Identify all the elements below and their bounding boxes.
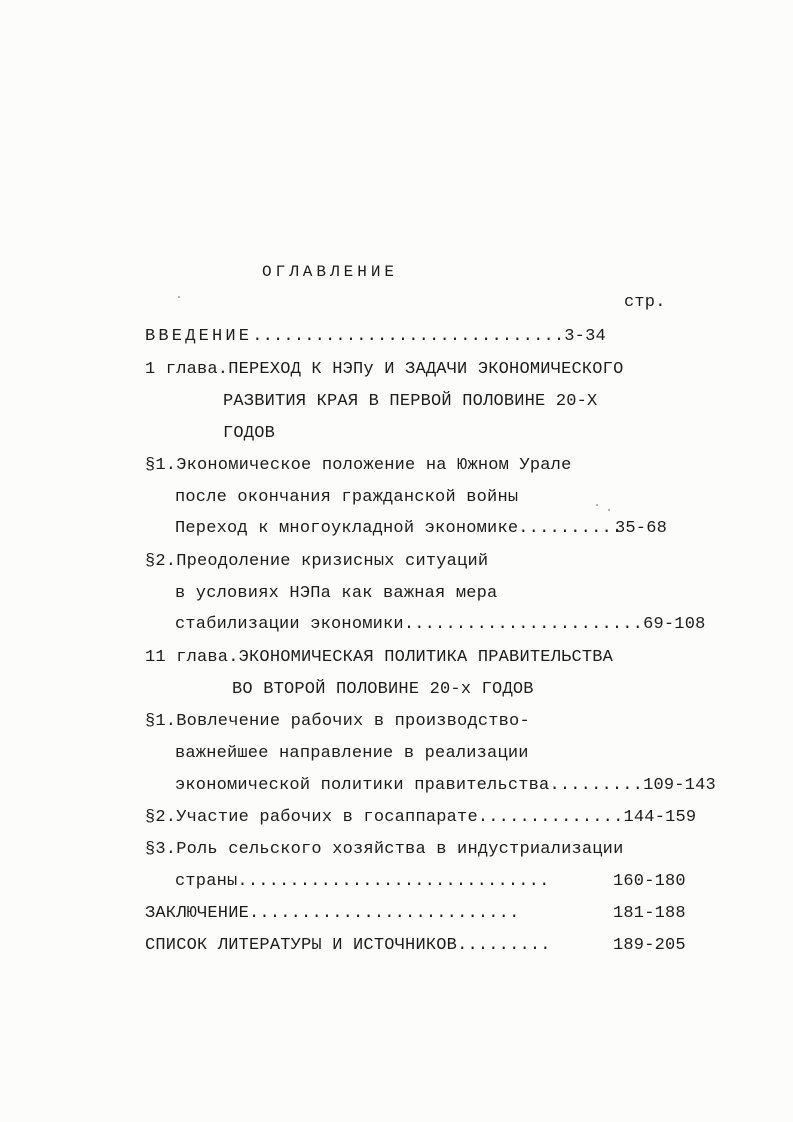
- toc-section-1-1-line-2: после окончания гражданской войны: [175, 488, 519, 507]
- entry-text: стабилизации экономики: [175, 615, 404, 634]
- entry-text: экономической политики правительства: [175, 776, 550, 795]
- toc-section-2-3-line-1: §3.Роль сельского хозяйства в индустриализации: [145, 840, 624, 859]
- toc-chapter-1-line-1: 1 глава.ПЕРЕХОД К НЭПу И ЗАДАЧИ ЭКОНОМИЧЕСКОГО: [145, 360, 624, 379]
- entry-text: §2.Участие рабочих в госаппарате: [145, 808, 478, 827]
- toc-section-1-1-line-3: [175, 519, 668, 539]
- toc-title: ОГЛАВЛЕНИЕ: [262, 263, 399, 281]
- entry-text: страны: [175, 872, 238, 891]
- entry-pages: 160-180: [613, 872, 686, 891]
- entry-leader: ..............................: [237, 872, 550, 891]
- entry-leader: .........: [457, 936, 551, 955]
- entry-pages: 109-143: [643, 776, 716, 795]
- toc-section-2-1-line-1: §1.Вовлечение рабочих в производство-: [145, 712, 530, 731]
- entry-text: Переход к многоукладной экономике: [175, 519, 519, 538]
- entry-text: СПИСОК ЛИТЕРАТУРЫ И ИСТОЧНИКОВ: [145, 936, 458, 955]
- entry-text: ЗАКЛЮЧЕНИЕ: [145, 904, 250, 923]
- entry-pages: 189-205: [613, 936, 686, 955]
- entry-leader: .......................: [403, 615, 644, 634]
- toc-section-2-1-line-3: [175, 776, 716, 796]
- entry-leader: ..............: [477, 808, 624, 827]
- entry-pages: 144-159: [623, 808, 697, 827]
- toc-chapter-1-line-2: РАЗВИТИЯ КРАЯ В ПЕРВОЙ ПОЛОВИНЕ 20-Х: [223, 392, 598, 411]
- toc-chapter-1-line-3: ГОДОВ: [223, 424, 276, 443]
- toc-chapter-2-line-2: ВО ВТОРОЙ ПОЛОВИНЕ 20-х ГОДОВ: [232, 680, 534, 699]
- entry-leader: ..........................: [249, 904, 520, 923]
- entry-pages: 3-34: [564, 327, 606, 346]
- entry-leader: ..........: [518, 519, 623, 538]
- scan-speck: [608, 509, 610, 511]
- toc-section-1-2-line-1: §2.Преодоление кризисных ситуаций: [145, 552, 489, 571]
- page-column-label: стр.: [624, 293, 666, 312]
- toc-chapter-2-line-1: 11 глава.ЭКОНОМИЧЕСКАЯ ПОЛИТИКА ПРАВИТЕЛЬСТВА: [145, 648, 614, 667]
- entry-pages: 181-188: [613, 904, 686, 923]
- toc-bibliography: [145, 936, 686, 956]
- entry-pages: 35-68: [615, 519, 668, 538]
- toc-entry-introduction: [145, 327, 606, 347]
- entry-leader: ..............................: [252, 327, 565, 346]
- entry-pages: 69-108: [643, 615, 706, 634]
- scan-speck: [596, 504, 598, 506]
- entry-text: ВВЕДЕНИЕ: [145, 327, 253, 346]
- toc-section-1-1-line-1: §1.Экономическое положение на Южном Урале: [145, 456, 572, 475]
- toc-section-2-1-line-2: важнейшее направление в реализации: [175, 744, 529, 763]
- toc-section-2-3-line-2: [175, 872, 686, 892]
- toc-conclusion: [145, 904, 686, 924]
- toc-section-2-2: [145, 808, 696, 828]
- toc-section-1-2-line-3: [175, 615, 706, 635]
- scan-speck: [178, 296, 180, 298]
- toc-section-1-2-line-2: в условиях НЭПа как важная мера: [175, 584, 498, 603]
- entry-leader: .........: [549, 776, 644, 795]
